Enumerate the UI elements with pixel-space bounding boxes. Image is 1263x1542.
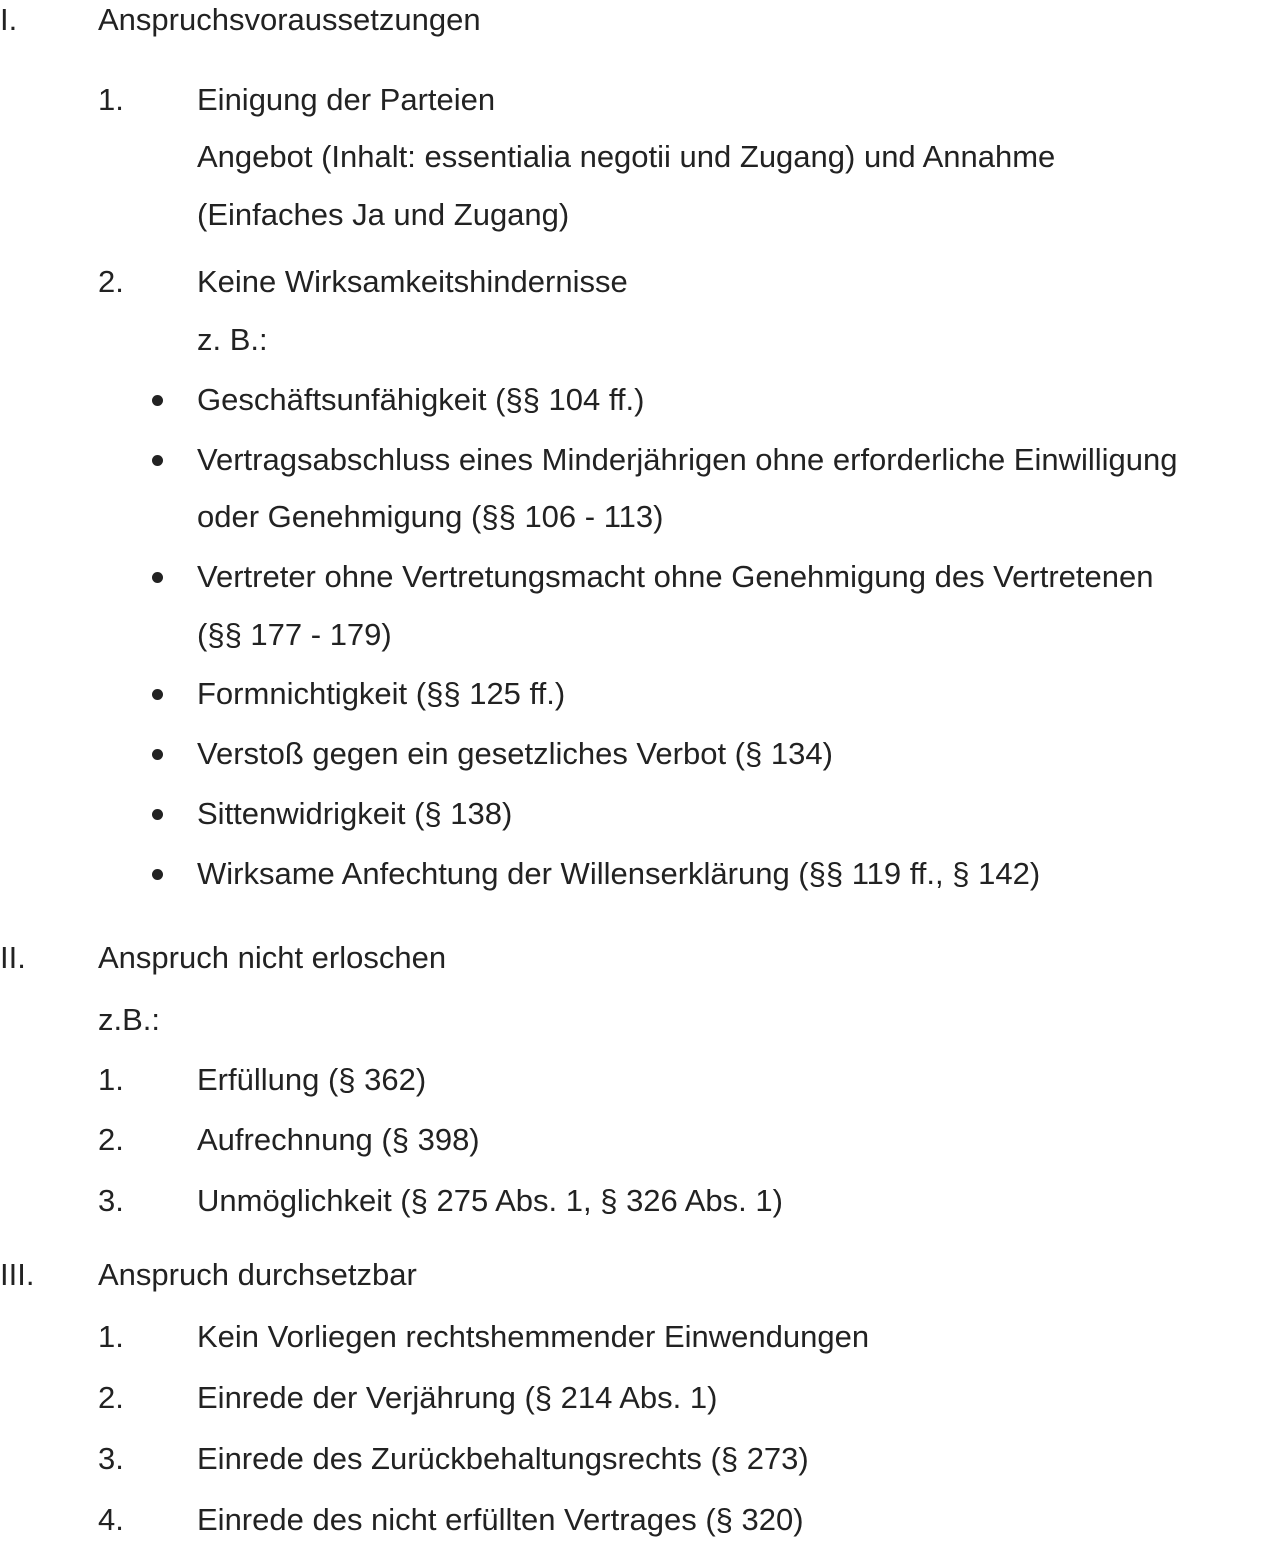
bullet-text: Wirksame Anfechtung der Willenserklärung (§§ 119 ff., § 142) [197,856,1041,891]
section-numeral: III. [0,1257,35,1292]
bullet-text: Verstoß gegen ein gesetzliches Verbot (§ 134) [197,736,833,771]
item-title: Erfüllung (§ 362) [197,1062,427,1097]
list-item [0,1378,1263,1418]
item-number: 1. [98,1319,124,1354]
bullet-icon [152,689,163,700]
bullet-item [0,854,1263,894]
section-intro [0,1000,1263,1040]
item-detail [0,137,1263,177]
bullet-text: (§§ 177 - 179) [197,617,392,652]
bullet-continuation [0,615,1263,655]
list-item [0,1060,1263,1100]
item-title: Kein Vorliegen rechtshemmender Einwendungen [197,1319,870,1354]
bullet-text: Vertragsabschluss eines Minderjährigen ohne erforderliche Einwilligung [197,442,1178,477]
section-numeral: II. [0,940,26,975]
bullet-item [0,674,1263,714]
bullet-icon [152,869,163,880]
bullet-icon [152,572,163,583]
bullet-icon [152,455,163,466]
item-title: Einigung der Parteien [197,82,496,117]
section-heading [0,938,1263,978]
list-item [0,80,1263,120]
item-number: 2. [98,264,124,299]
item-title: Aufrechnung (§ 398) [197,1122,480,1157]
bullet-text: Formnichtigkeit (§§ 125 ff.) [197,676,566,711]
section-intro-text: z.B.: [98,1002,161,1037]
bullet-text: oder Genehmigung (§§ 106 - 113) [197,499,664,534]
item-number: 2. [98,1122,124,1157]
bullet-item [0,380,1263,420]
list-item [0,1120,1263,1160]
bullet-item [0,734,1263,774]
item-number: 3. [98,1441,124,1476]
section-heading [0,1255,1263,1295]
list-item [0,1500,1263,1540]
list-item [0,262,1263,302]
section-numeral: I. [0,2,18,37]
list-item [0,1439,1263,1479]
bullet-icon [152,809,163,820]
bullet-text: Geschäftsunfähigkeit (§§ 104 ff.) [197,382,645,417]
item-title: Einrede des nicht erfüllten Vertrages (§ 320) [197,1502,804,1537]
item-number: 1. [98,1062,124,1097]
list-item [0,1181,1263,1221]
bullet-item [0,440,1263,480]
bullet-item [0,794,1263,834]
item-title: Keine Wirksamkeitshindernisse [197,264,628,299]
bullet-text: Sittenwidrigkeit (§ 138) [197,796,513,831]
item-title: Einrede der Verjährung (§ 214 Abs. 1) [197,1380,718,1415]
item-intro-text: z. B.: [197,322,268,357]
item-number: 3. [98,1183,124,1218]
bullet-item [0,557,1263,597]
item-number: 4. [98,1502,124,1537]
item-title: Einrede des Zurückbehaltungsrechts (§ 273) [197,1441,809,1476]
list-item [0,1317,1263,1357]
item-title: Unmöglichkeit (§ 275 Abs. 1, § 326 Abs. 1) [197,1183,783,1218]
bullet-text: Vertreter ohne Vertretungsmacht ohne Genehmigung des Vertretenen [197,559,1154,594]
item-number: 1. [98,82,124,117]
item-detail-text: Angebot (Inhalt: essentialia negotii und Zugang) und Annahme [197,139,1056,174]
item-detail-text: (Einfaches Ja und Zugang) [197,197,570,232]
bullet-continuation [0,497,1263,537]
bullet-icon [152,395,163,406]
item-number: 2. [98,1380,124,1415]
section-heading [0,0,1263,40]
item-detail [0,195,1263,235]
bullet-icon [152,749,163,760]
section-title: Anspruch durchsetzbar [98,1257,417,1292]
section-title: Anspruchsvoraussetzungen [98,2,481,37]
section-title: Anspruch nicht erloschen [98,940,447,975]
item-intro [0,320,1263,360]
